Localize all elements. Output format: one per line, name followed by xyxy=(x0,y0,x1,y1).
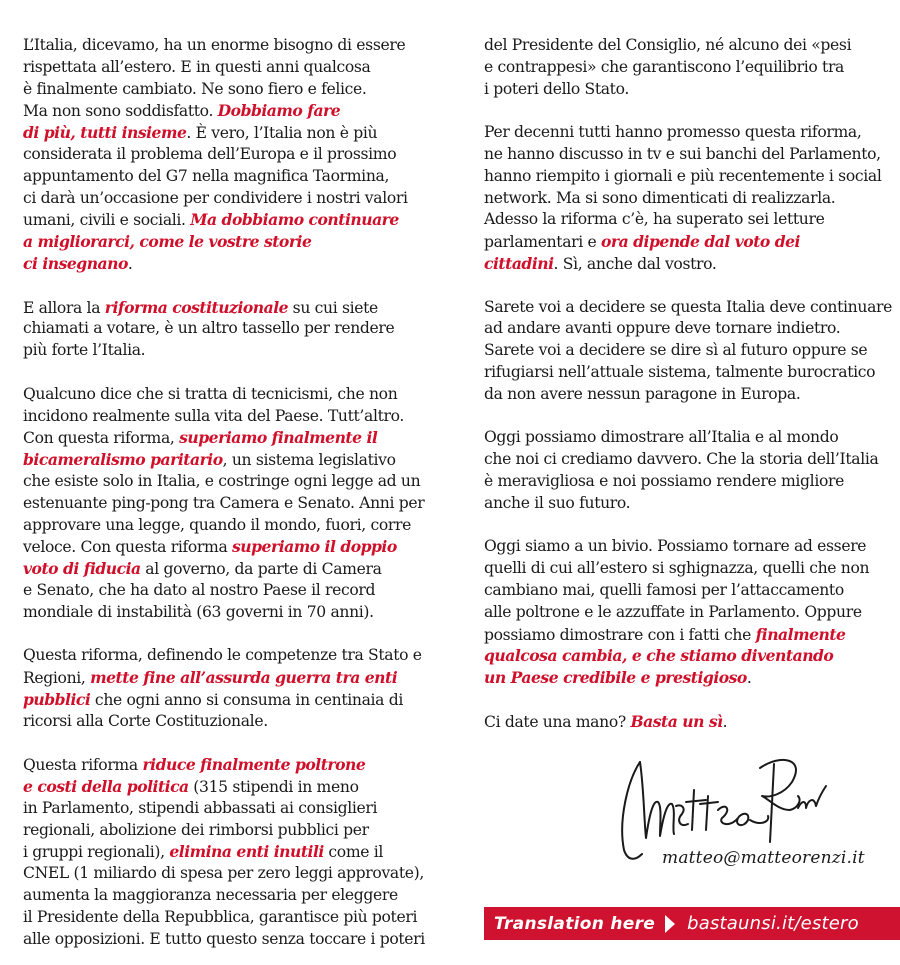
text-line xyxy=(484,362,896,384)
paragraph xyxy=(484,427,896,514)
highlight-text: ci insegnano xyxy=(23,253,128,273)
text-line xyxy=(23,798,443,820)
text-line xyxy=(484,667,896,689)
text-line xyxy=(23,449,443,471)
text-line xyxy=(484,340,896,362)
paragraph xyxy=(23,384,443,624)
text-line xyxy=(484,144,896,166)
body-text: approvare una legge, quando il mondo, fuori, corre xyxy=(23,515,411,534)
text-line xyxy=(23,645,443,667)
text-line xyxy=(484,536,896,558)
text-line xyxy=(23,406,443,428)
body-text: e contrappesi» che garantiscono l’equilibrio tra xyxy=(484,57,844,76)
text-line xyxy=(484,318,896,340)
body-text: possiamo dimostrare con i fatti che xyxy=(484,625,756,644)
body-text: i gruppi regionali), xyxy=(23,843,170,862)
body-text: alle poltrone e le azzuffate in Parlamento. Oppure xyxy=(484,602,862,621)
body-text: che esiste solo in Italia, e costringe ogni legge ad un xyxy=(23,471,421,490)
body-text: mondiale di instabilità (63 governi in 70 anni). xyxy=(23,602,374,621)
text-line xyxy=(23,536,443,558)
text-line xyxy=(23,907,443,929)
text-line xyxy=(484,231,896,253)
text-line xyxy=(484,253,896,275)
paragraph xyxy=(484,297,896,406)
body-text: e Senato, che ha dato al nostro Paese il record xyxy=(23,580,376,599)
body-text: parlamentari e xyxy=(484,233,601,252)
body-text: in Parlamento, stipendi abbassati ai consiglieri xyxy=(23,798,378,817)
body-text: più forte l’Italia. xyxy=(23,341,146,360)
body-text: CNEL (1 miliardo di spesa per zero leggi approvate), xyxy=(23,864,424,883)
highlight-text: cittadini xyxy=(484,253,554,273)
body-text: il Presidente della Repubblica, garantisce più poteri xyxy=(23,907,418,926)
text-line xyxy=(23,493,443,515)
body-text: ci darà un’occasione per condividere i nostri valori xyxy=(23,188,408,207)
highlight-text: qualcosa cambia, e che stiamo diventando xyxy=(484,646,834,666)
highlight-text: Basta un sì xyxy=(630,711,723,731)
highlight-text: superiamo finalmente il xyxy=(179,428,378,448)
body-text: network. Ma si sono dimenticati di realizzarla. xyxy=(484,188,836,207)
body-text: su cui siete xyxy=(288,298,378,317)
highlight-text: di più, tutti insieme xyxy=(23,123,187,143)
body-text: cambiano mai, quelli famosi per l’attaccamento xyxy=(484,580,844,599)
paragraph xyxy=(23,35,443,275)
body-text: del Presidente del Consiglio, né alcuno dei «pesi xyxy=(484,36,852,54)
body-text: (315 stipendi in meno xyxy=(188,778,359,797)
body-text: . È vero, l’Italia non è più xyxy=(186,124,378,143)
highlight-text: a migliorarci, come le vostre storie xyxy=(23,232,312,252)
body-text: Oggi siamo a un bivio. Possiamo tornare ad essere xyxy=(484,537,867,556)
body-text: Sarete voi a decidere se questa Italia deve continuare xyxy=(484,297,892,316)
body-text: Regioni, xyxy=(23,669,91,688)
text-line xyxy=(484,57,896,79)
highlight-text: e costi della politica xyxy=(23,777,189,797)
text-line xyxy=(484,297,896,319)
text-line xyxy=(23,863,443,885)
text-line xyxy=(484,449,896,471)
body-text: appuntamento del G7 nella magnifica Taormina, xyxy=(23,166,390,185)
body-text: che noi ci crediamo davvero. Che la storia dell’Italia xyxy=(484,450,879,469)
body-text: veloce. Con questa riforma xyxy=(23,538,233,557)
text-line xyxy=(484,384,896,406)
body-text: . xyxy=(127,254,133,273)
highlight-text: ora dipende dal voto dei xyxy=(600,232,800,252)
paragraph xyxy=(23,754,443,950)
body-text: Questa riforma xyxy=(23,756,143,775)
text-line xyxy=(484,711,896,733)
text-line xyxy=(484,209,896,231)
text-line xyxy=(484,122,896,144)
highlight-text: elimina enti inutili xyxy=(169,842,324,862)
text-line xyxy=(23,427,443,449)
paragraph xyxy=(484,122,896,275)
body-text: . xyxy=(722,712,728,731)
text-line xyxy=(23,929,443,951)
text-line xyxy=(484,493,896,515)
highlight-text: pubblici xyxy=(23,689,91,709)
text-line xyxy=(484,166,896,188)
left-column xyxy=(23,35,443,950)
body-text: chiamati a votare, è un altro tassello per rendere xyxy=(23,319,395,338)
body-text: alle opposizioni. E tutto questo senza toccare i poteri xyxy=(23,929,425,948)
body-text: Ma non sono soddisfatto. xyxy=(23,102,218,121)
body-text: , un sistema legislativo xyxy=(222,451,396,470)
text-line xyxy=(23,471,443,493)
text-line xyxy=(484,558,896,580)
body-text: Qualcuno dice che si tratta di tecnicismi, che non xyxy=(23,384,398,403)
text-line xyxy=(23,253,443,275)
body-text: anche il suo futuro. xyxy=(484,493,631,512)
text-line xyxy=(23,79,443,101)
highlight-text: riduce finalmente poltrone xyxy=(142,755,366,775)
text-line xyxy=(23,188,443,210)
body-text: rifugiarsi nell’attuale sistema, talmente burocratico xyxy=(484,362,876,381)
text-line xyxy=(484,471,896,493)
paragraph xyxy=(484,536,896,689)
text-line xyxy=(484,427,896,449)
body-text: . Sì, anche dal vostro. xyxy=(553,254,717,273)
text-line xyxy=(23,340,443,362)
body-text: ricorsi alla Corte Costituzionale. xyxy=(23,711,268,730)
body-text: aumenta la maggioranza necessaria per eleggere xyxy=(23,886,398,905)
paragraph xyxy=(23,645,443,732)
paragraph xyxy=(484,711,896,733)
banner-label: Translation here xyxy=(494,913,656,934)
body-text: Sarete voi a decidere se dire sì al futuro oppure se xyxy=(484,341,868,360)
body-text: Per decenni tutti hanno promesso questa riforma, xyxy=(484,123,862,142)
text-line xyxy=(23,580,443,602)
body-text: estenuante ping-pong tra Camera e Senato. Anni per xyxy=(23,493,425,512)
body-text: Questa riforma, definendo le competenze tra Stato e xyxy=(23,646,422,665)
body-text: è finalmente cambiato. Ne sono fiero e felice. xyxy=(23,79,367,98)
highlight-text: superiamo il doppio xyxy=(232,537,397,557)
highlight-text: Ma dobbiamo continuare xyxy=(190,210,399,230)
text-line xyxy=(23,885,443,907)
body-text: . xyxy=(746,669,752,688)
text-line xyxy=(484,188,896,210)
paragraph xyxy=(23,297,443,362)
text-line xyxy=(23,558,443,580)
body-text: Adesso la riforma c’è, ha superato sei letture xyxy=(484,210,825,229)
highlight-text: mette fine all’assurda guerra tra enti xyxy=(90,668,398,688)
highlight-text: riforma costituzionale xyxy=(104,297,289,317)
text-line xyxy=(484,624,896,646)
body-text: Ci date una mano? xyxy=(484,712,631,731)
text-line xyxy=(484,645,896,667)
text-line xyxy=(23,318,443,340)
body-text: E allora la xyxy=(23,298,105,317)
text-line xyxy=(23,711,443,733)
body-text: rispettata all’estero. E in questi anni qualcosa xyxy=(23,57,371,76)
translation-banner[interactable] xyxy=(484,907,900,940)
highlight-text: bicameralismo paritario xyxy=(23,450,223,470)
text-line xyxy=(23,144,443,166)
body-text: quelli di cui all’estero si sghignazza, quelli che non xyxy=(484,559,870,578)
body-text: da non avere nessun paragone in Europa. xyxy=(484,384,801,403)
banner-url-link[interactable]: bastaunsi.it/estero xyxy=(687,913,859,934)
text-line xyxy=(23,100,443,122)
highlight-text: Dobbiamo fare xyxy=(217,101,341,121)
body-text: è meravigliosa e noi possiamo rendere migliore xyxy=(484,471,844,490)
text-line xyxy=(23,297,443,319)
body-text: Con questa riforma, xyxy=(23,429,180,448)
text-line xyxy=(484,580,896,602)
text-line xyxy=(484,79,896,101)
play-arrow-icon xyxy=(665,915,675,933)
body-text: i poteri dello Stato. xyxy=(484,79,629,98)
text-line xyxy=(23,602,443,624)
body-text: hanno riempito i giornali e più recentemente i social xyxy=(484,166,882,185)
body-text: Oggi possiamo dimostrare all’Italia e al mondo xyxy=(484,428,839,447)
text-line xyxy=(23,515,443,537)
text-line xyxy=(23,209,443,231)
text-line xyxy=(23,57,443,79)
text-line xyxy=(23,384,443,406)
text-line xyxy=(484,35,896,57)
text-line xyxy=(23,754,443,776)
paragraph xyxy=(484,35,896,100)
text-line xyxy=(23,841,443,863)
text-line xyxy=(23,776,443,798)
body-text: regionali, abolizione dei rimborsi pubblici per xyxy=(23,820,369,839)
body-text: L’Italia, dicevamo, ha un enorme bisogno di essere xyxy=(23,36,406,54)
body-text: ne hanno discusso in tv e sui banchi del Parlamento, xyxy=(484,144,881,163)
highlight-text: un Paese credibile e prestigioso xyxy=(484,668,747,688)
body-text: incidono realmente sulla vita del Paese. Tutt’altro. xyxy=(23,406,405,425)
email-link[interactable]: matteo@matteorenzi.it xyxy=(662,848,865,868)
text-line xyxy=(23,35,443,57)
body-text: considerata il problema dell’Europa e il prossimo xyxy=(23,144,397,163)
highlight-text: voto di fiducia xyxy=(23,559,141,579)
text-line xyxy=(23,820,443,842)
text-line xyxy=(23,689,443,711)
body-text: che ogni anno si consuma in centinaia di xyxy=(90,690,403,709)
right-column xyxy=(484,35,896,733)
text-line xyxy=(23,231,443,253)
body-text: ad andare avanti oppure deve tornare indietro. xyxy=(484,319,841,338)
body-text: umani, civili e sociali. xyxy=(23,211,191,230)
body-text: al governo, da parte di Camera xyxy=(140,560,382,579)
text-line xyxy=(484,602,896,624)
text-line xyxy=(23,667,443,689)
body-text: come il xyxy=(323,843,384,862)
highlight-text: finalmente xyxy=(755,624,846,644)
text-line xyxy=(23,122,443,144)
text-line xyxy=(23,166,443,188)
